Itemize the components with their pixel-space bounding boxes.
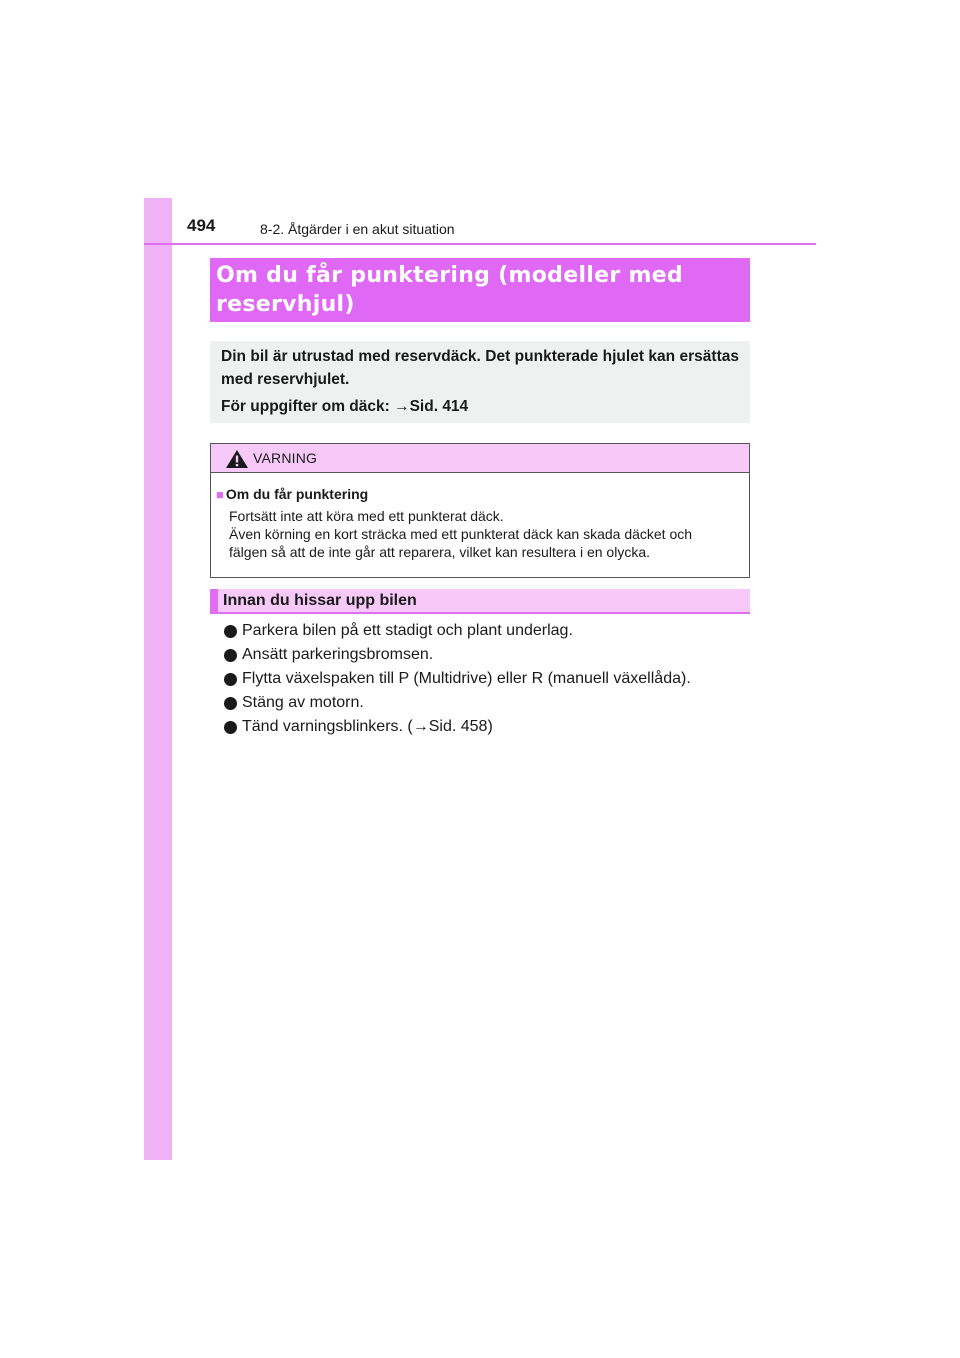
side-tab-bar	[144, 198, 172, 1160]
list-item-text: Stäng av motorn.	[242, 694, 364, 711]
warning-heading	[216, 485, 739, 504]
square-bullet-icon: ■	[216, 487, 224, 502]
warning-line-3: fälgen så att de inte går att reparera, vilket kan resultera i en olycka.	[229, 544, 651, 560]
intro-text: Din bil är utrustad med reservdäck. Det punkterade hjulet kan ersättas med reservhjulet.	[221, 348, 739, 388]
header-divider	[144, 243, 816, 245]
hazard-lights-reference-link[interactable]: Tänd varningsblinkers. (→Sid. 458)	[242, 718, 493, 735]
warning-heading-text: Om du får punktering	[225, 486, 369, 502]
list-item-text: Ansätt parkeringsbromsen.	[242, 646, 434, 663]
intro-box	[210, 341, 750, 423]
list-item	[224, 692, 754, 716]
warning-header	[211, 444, 749, 473]
bullet-dot-icon	[224, 649, 237, 662]
tire-reference-link[interactable]: För uppgifter om däck: →Sid. 414	[221, 398, 469, 415]
steps-list	[224, 620, 754, 740]
list-item-text: Parkera bilen på ett stadigt och plant underlag.	[242, 622, 573, 639]
warning-box	[210, 443, 750, 578]
warning-body	[211, 473, 749, 561]
list-item	[224, 620, 754, 644]
bullet-dot-icon	[224, 697, 237, 710]
bullet-dot-icon	[224, 625, 237, 638]
list-item-text: Flytta växelspaken till P (Multidrive) eller R (manuell växellåda).	[242, 670, 691, 687]
warning-line-2: Även körning en kort sträcka med ett punkterat däck kan skada däcket och	[229, 526, 693, 542]
warning-line-1: Fortsätt inte att köra med ett punkterat däck.	[229, 508, 504, 524]
subsection-title: Innan du hissar upp bilen	[223, 592, 417, 609]
warning-label: VARNING	[253, 450, 318, 466]
section-label: 8-2. Åtgärder i en akut situation	[260, 221, 455, 237]
page-number: 494	[187, 216, 216, 235]
page-title-line-1: Om du får punktering (modeller med	[216, 263, 683, 288]
warning-triangle-icon	[225, 449, 249, 469]
page-title-box	[210, 258, 750, 322]
list-item	[224, 668, 754, 692]
list-item	[224, 644, 754, 668]
list-item	[224, 716, 754, 740]
bullet-dot-icon	[224, 673, 237, 686]
subsection-accent-bar	[210, 589, 218, 612]
subsection-header	[210, 589, 750, 614]
bullet-dot-icon	[224, 721, 237, 734]
page-title-line-2: reservhjul)	[216, 292, 355, 317]
